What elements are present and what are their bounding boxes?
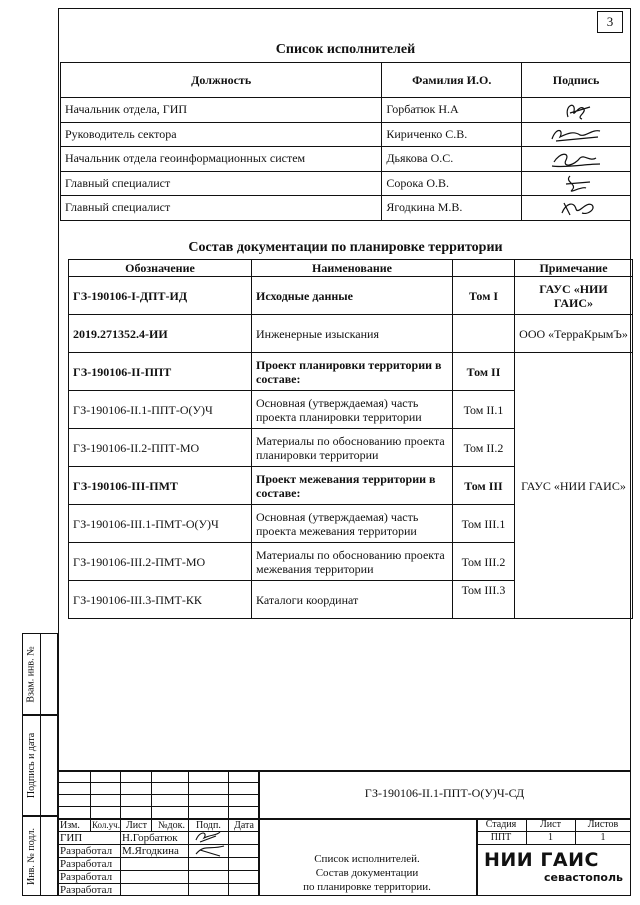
signature-cell (522, 147, 631, 172)
executor-position: Начальник отдела геоинформационных систем (61, 147, 382, 172)
sheets-value: 1 (600, 832, 606, 843)
executor-position: Начальник отдела, ГИП (61, 98, 382, 123)
doc-title-line: по планировке территории. (303, 881, 431, 893)
role-name: М.Ягодкина (122, 845, 179, 857)
handwritten-signature (546, 197, 606, 219)
executor-name: Кириченко С.В. (382, 122, 522, 147)
role-label: ГИП (60, 832, 83, 844)
handwritten-signature (546, 172, 606, 194)
role-label: Разработал (60, 845, 113, 857)
table-row (61, 122, 631, 147)
header-title: Наименование (252, 260, 453, 277)
executor-name: Ягодкина М.В. (382, 196, 522, 221)
doc-volume: Том II.1 (453, 391, 515, 429)
doc-title: Материалы по обоснованию проекта межевания территории (252, 543, 453, 581)
doc-volume: Том II.2 (453, 429, 515, 467)
executor-position: Руководитель сектора (61, 122, 382, 147)
composition-table (68, 259, 633, 619)
doc-code: ГЗ-190106-III.3-ПМТ-КК (69, 581, 252, 619)
table-row (61, 147, 631, 172)
role-label: Разработал (60, 871, 113, 883)
org-logo-sub: севастополь (544, 871, 623, 884)
executors-title: Список исполнителей (275, 42, 416, 57)
doc-title: Каталоги координат (252, 581, 453, 619)
doc-volume: Том III.3 (453, 581, 515, 619)
signature-cell (522, 122, 631, 147)
header-position: Должность (61, 63, 382, 98)
header-code: Обозначение (69, 260, 252, 277)
doc-code: ГЗ-190106-II-ППТ (69, 353, 252, 391)
stamp-doc-code: ГЗ-190106-II.1-ППТ-О(У)Ч-СД (364, 786, 525, 800)
sheet-header: Лист (540, 819, 561, 830)
header-name: Фамилия И.О. (382, 63, 522, 98)
doc-title: Основная (утверждаемая) часть проекта межевания территории (252, 505, 453, 543)
table-row (69, 315, 633, 353)
stage-header: Стадия (485, 819, 517, 830)
table-row (61, 98, 631, 123)
doc-note: ООО «ТерраКрымЪ» (515, 315, 633, 353)
doc-note: ГАУС «НИИ ГАИС» (515, 277, 633, 315)
doc-volume: Том I (453, 277, 515, 315)
doc-title: Основная (утверждаемая) часть проекта планировки территории (252, 391, 453, 429)
stamp-signature-gip (190, 828, 230, 860)
doc-volume: Том III.2 (453, 543, 515, 581)
table-row (61, 171, 631, 196)
doc-title-line: Список исполнителей. (314, 853, 420, 865)
side-label-podpis: Подпись и дата (26, 732, 37, 799)
col-data: Дата (234, 820, 254, 831)
col-kolvo: Кол.уч. (92, 820, 120, 830)
doc-title: Инженерные изыскания (252, 315, 453, 353)
doc-volume: Том III (453, 467, 515, 505)
handwritten-signature (546, 99, 606, 121)
doc-title-line: Состав документации (315, 867, 419, 879)
side-box-inv (22, 816, 58, 896)
signature-cell (522, 171, 631, 196)
table-row (61, 196, 631, 221)
doc-code: ГЗ-190106-I-ДПТ-ИД (69, 277, 252, 315)
col-izm: Изм. (60, 820, 80, 831)
merged-note: ГАУС «НИИ ГАИС» (515, 353, 633, 619)
sheet-value: 1 (548, 832, 553, 843)
doc-code: ГЗ-190106-III-ПМТ (69, 467, 252, 505)
doc-volume: Том II (453, 353, 515, 391)
doc-code: ГЗ-190106-II.2-ППТ-МО (69, 429, 252, 467)
org-logo: НИИ ГАИС (484, 849, 599, 871)
handwritten-signature (546, 148, 606, 170)
executor-name: Горбатюк Н.А (382, 98, 522, 123)
side-stamp (22, 633, 58, 896)
doc-title-block (258, 852, 476, 894)
header-note: Примечание (515, 260, 633, 277)
title-block (58, 770, 631, 896)
col-list: Лист (126, 820, 147, 831)
col-ndok: №док. (158, 820, 185, 831)
page-number: 3 (597, 11, 623, 33)
side-label-inv: Инв. № подл. (26, 827, 38, 885)
executor-name: Сорока О.В. (382, 171, 522, 196)
header-signature: Подпись (522, 63, 631, 98)
handwritten-signature (546, 123, 606, 145)
doc-title: Исходные данные (252, 277, 453, 315)
executor-position: Главный специалист (61, 171, 382, 196)
col-podp: Подп. (196, 820, 221, 831)
header-volume (453, 260, 515, 277)
signature-cell (522, 196, 631, 221)
sheets-header: Листов (587, 819, 619, 830)
doc-code: ГЗ-190106-III.2-ПМТ-МО (69, 543, 252, 581)
role-label: Разработал (60, 884, 113, 896)
executor-name: Дьякова О.С. (382, 147, 522, 172)
doc-code: ГЗ-190106-II.1-ППТ-О(У)Ч (69, 391, 252, 429)
doc-code: 2019.271352.4-ИИ (69, 315, 252, 353)
role-name: Н.Горбатюк (122, 832, 178, 844)
role-label: Разработал (60, 858, 113, 870)
table-row (69, 277, 633, 315)
doc-code: ГЗ-190106-III.1-ПМТ-О(У)Ч (69, 505, 252, 543)
side-label-vzam: Взам. инв. № (26, 645, 38, 703)
doc-title: Проект планировки территории в составе: (252, 353, 453, 391)
side-box-podpis (22, 715, 58, 816)
executor-position: Главный специалист (61, 196, 382, 221)
composition-title: Состав документации по планировке территории (188, 240, 503, 255)
doc-title: Проект межевания территории в составе: (252, 467, 453, 505)
executors-table (60, 62, 631, 221)
signature-cell (522, 98, 631, 123)
side-box-vzam (22, 633, 58, 715)
doc-volume (453, 315, 515, 353)
doc-volume: Том III.1 (453, 505, 515, 543)
table-row (69, 353, 633, 391)
doc-title: Материалы по обоснованию проекта планировки территории (252, 429, 453, 467)
stage-value: ППТ (490, 832, 512, 843)
